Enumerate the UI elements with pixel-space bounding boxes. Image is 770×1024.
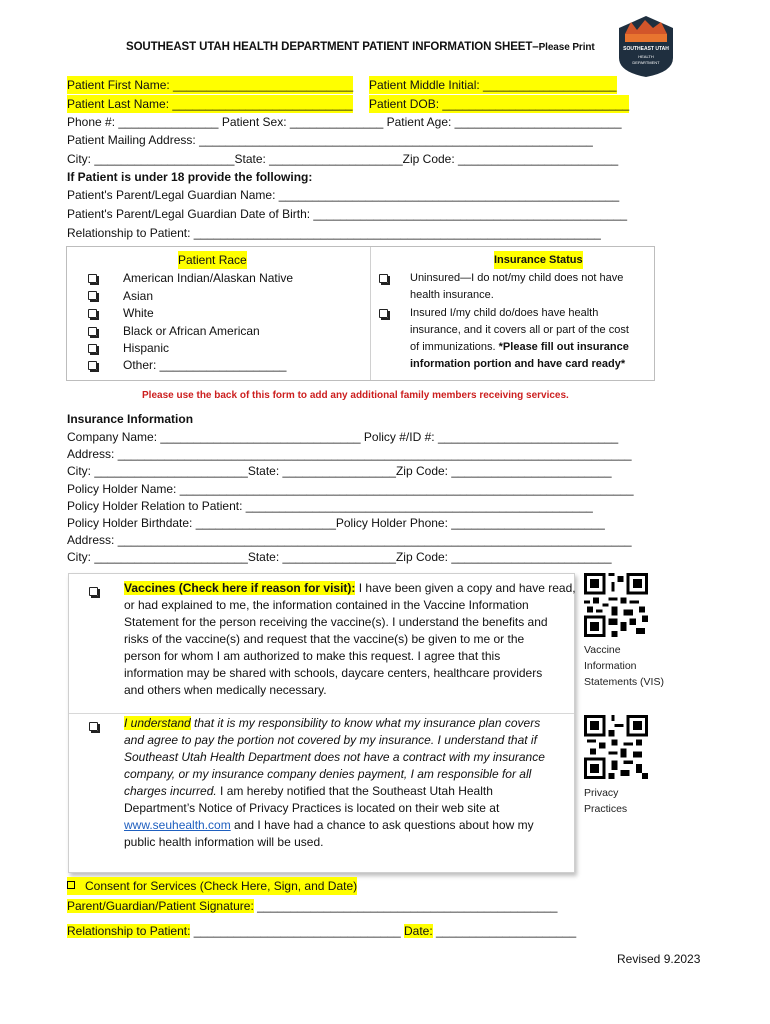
insurance-company-policy-field[interactable]: Company Name: ______________________________ Policy #/ID #: ___________________________ (67, 430, 619, 444)
revised-date: Revised 9.2023 (617, 952, 701, 966)
insurance-address-field[interactable]: Address: _____________________________________________________________________________ (67, 447, 632, 461)
guardian-name-field[interactable]: Patient's Parent/Legal Guardian Name: ___________________________________________________ (67, 188, 620, 202)
patient-mailing-address-field[interactable]: Patient Mailing Address: ___________________________________________________________ (67, 133, 593, 147)
insurance-checkbox-uninsured[interactable] (379, 274, 388, 283)
title-note: Please Print (538, 42, 595, 53)
race-label-american-indian: American Indian/Alaskan Native (123, 271, 294, 285)
understand-line-3: Southeast Utah Health Department does not have a contract with my insurance (124, 750, 545, 764)
policy-holder-name-field[interactable]: Policy Holder Name: ____________________________________________________________________ (67, 482, 634, 496)
insured-line-3: of immunizations. *Please fill out insurance (410, 341, 629, 353)
understand-line-1: I understand that it is my responsibility to know what my insurance plan covers (124, 716, 541, 730)
race-label-asian: Asian (123, 289, 154, 303)
race-checkbox-asian[interactable] (88, 291, 97, 300)
patient-dob-field[interactable]: Patient DOB: ____________________________ (369, 97, 630, 111)
vaccines-lead: Vaccines (Check here if reason for visit): (124, 581, 356, 595)
race-label-other[interactable]: Other: ___________________ (123, 358, 287, 372)
vaccines-line-4: risks of the vaccine(s) and request that the vaccine(s) be given to me or the (124, 632, 525, 646)
box-divider (370, 247, 371, 380)
consent-checkbox[interactable] (67, 881, 75, 889)
patient-phone-sex-age-field[interactable]: Phone #: _______________ Patient Sex: ______________ Patient Age: _________________________ (67, 115, 622, 129)
vis-qr-caption-2: Information (584, 660, 637, 672)
insured-line-1: Insured I/my child do/does have health (410, 307, 599, 319)
insurance-checkbox-insured[interactable] (379, 309, 388, 318)
policy-holder-address-field[interactable]: Address: _____________________________________________________________________________ (67, 533, 632, 547)
patient-city-state-zip-field[interactable]: City: _____________________State: ____________________Zip Code: ________________________ (67, 152, 619, 166)
vaccines-line-2: or had explained to me, the information contained in the Vaccine Information (124, 598, 529, 612)
insurance-information-heading: Insurance Information (67, 412, 194, 426)
race-checkbox-white[interactable] (88, 309, 97, 318)
svg-text:SOUTHEAST UTAH: SOUTHEAST UTAH (623, 46, 669, 52)
privacy-qr-code[interactable] (584, 715, 648, 779)
consent-for-services-row[interactable] (67, 877, 357, 895)
page-title: SOUTHEAST UTAH HEALTH DEPARTMENT PATIENT INFORMATION SHEET–Please Print (126, 41, 595, 53)
date-line[interactable]: _____________________ (432, 924, 577, 938)
vis-qr-caption-1: Vaccine (584, 644, 621, 656)
understand-line-5: charges incurred. I am hereby notified that the Southeast Utah Health (124, 784, 493, 798)
insurance-city-state-zip-field[interactable]: City: _______________________State: _________________Zip Code: ________________________ (67, 464, 612, 478)
race-checkbox-black[interactable] (88, 327, 97, 336)
date-label: Date: (403, 924, 433, 938)
consent-relationship-line[interactable]: _______________________________ (190, 924, 404, 938)
understand-line-6: Department’s Notice of Privacy Practices is located on their web site at (124, 801, 500, 815)
vis-qr-caption-3: Statements (VIS) (584, 676, 664, 688)
privacy-qr-caption-2: Practices (584, 803, 628, 815)
guardian-dob-field[interactable]: Patient's Parent/Legal Guardian Date of Birth: _______________________________________________ (67, 207, 628, 221)
patient-last-name-field[interactable]: Patient Last Name: ___________________________ (67, 97, 353, 111)
consent-label: Consent for Services (Check Here, Sign, and Date) (85, 879, 358, 893)
vaccines-line-3: Statement for the person receiving the vaccine(s). I understand the benefits and (124, 615, 548, 629)
vaccines-checkbox[interactable] (89, 587, 98, 596)
understand-line-4: company, or my insurance company denies payment, I am responsible for all (124, 767, 532, 781)
understand-line-2: and agree to pay the portion not covered by my insurance. I understand that if (124, 733, 537, 747)
signature-label: Parent/Guardian/Patient Signature: (67, 899, 254, 913)
uninsured-line-2: health insurance. (410, 289, 494, 301)
understand-checkbox[interactable] (89, 722, 98, 731)
insurance-status-heading: Insurance Status (494, 251, 583, 269)
consent-relationship-label: Relationship to Patient: (67, 924, 191, 938)
policy-holder-birth-phone-field[interactable]: Policy Holder Birthdate: _____________________Policy Holder Phone: _______________________ (67, 516, 605, 530)
relationship-date-row[interactable] (67, 922, 576, 940)
website-link[interactable]: www.seuhealth.com (124, 818, 231, 832)
patient-first-name-field[interactable]: Patient First Name: ___________________________ (67, 78, 354, 92)
policy-holder-relation-field[interactable]: Policy Holder Relation to Patient: ____________________________________________________ (67, 499, 593, 513)
patient-race-heading: Patient Race (178, 253, 247, 267)
under-18-heading: If Patient is under 18 provide the following: (67, 170, 313, 184)
relationship-field[interactable]: Relationship to Patient: _____________________________________________________________ (67, 226, 601, 240)
statements-separator (69, 713, 574, 714)
understand-lead: I understand (124, 716, 191, 730)
race-checkbox-hispanic[interactable] (88, 344, 97, 353)
signature-row[interactable] (67, 897, 557, 915)
svg-text:DEPARTMENT: DEPARTMENT (632, 60, 660, 65)
consent-statements-box (68, 573, 575, 873)
policy-holder-city-state-zip-field[interactable]: City: _______________________State: _________________Zip Code: ________________________ (67, 550, 612, 564)
vis-qr-code[interactable] (584, 573, 648, 637)
vaccines-line-7: and others when medically necessary. (124, 683, 327, 697)
vaccines-line-6: information may be shared with schools, daycare centers, healthcare providers (124, 666, 543, 680)
understand-line-8: public health information will be used. (124, 835, 324, 849)
svg-text:HEALTH: HEALTH (638, 54, 654, 59)
insured-line-2: insurance, and it covers all or part of the cost (410, 324, 629, 336)
race-label-black: Black or African American (123, 324, 260, 338)
vaccines-line-5: person for whom I am authorized to make this request. I agree that this (124, 649, 501, 663)
race-checkbox-other[interactable] (88, 361, 97, 370)
back-of-form-note: Please use the back of this form to add any additional family members receiving services. (142, 390, 569, 401)
insured-card-note: *Please fill out insurance (498, 341, 629, 353)
department-logo (617, 14, 675, 78)
race-label-white: White (123, 306, 154, 320)
privacy-qr-caption-1: Privacy (584, 787, 619, 799)
understand-line-7: www.seuhealth.com and I have had a chance to ask questions about how my (124, 818, 534, 832)
race-checkbox-american-indian[interactable] (88, 274, 97, 283)
race-label-hispanic: Hispanic (123, 341, 170, 355)
vaccines-line-1: Vaccines (Check here if reason for visit): I have been given a copy and have read, (124, 581, 576, 595)
insured-line-4: information portion and have card ready* (410, 358, 626, 370)
uninsured-line-1: Uninsured—I do not/my child does not have (410, 272, 624, 284)
race-insurance-box (66, 246, 655, 381)
signature-line[interactable]: _____________________________________________ (253, 899, 558, 913)
patient-middle-initial-field[interactable]: Patient Middle Initial: ____________________ (369, 78, 617, 92)
